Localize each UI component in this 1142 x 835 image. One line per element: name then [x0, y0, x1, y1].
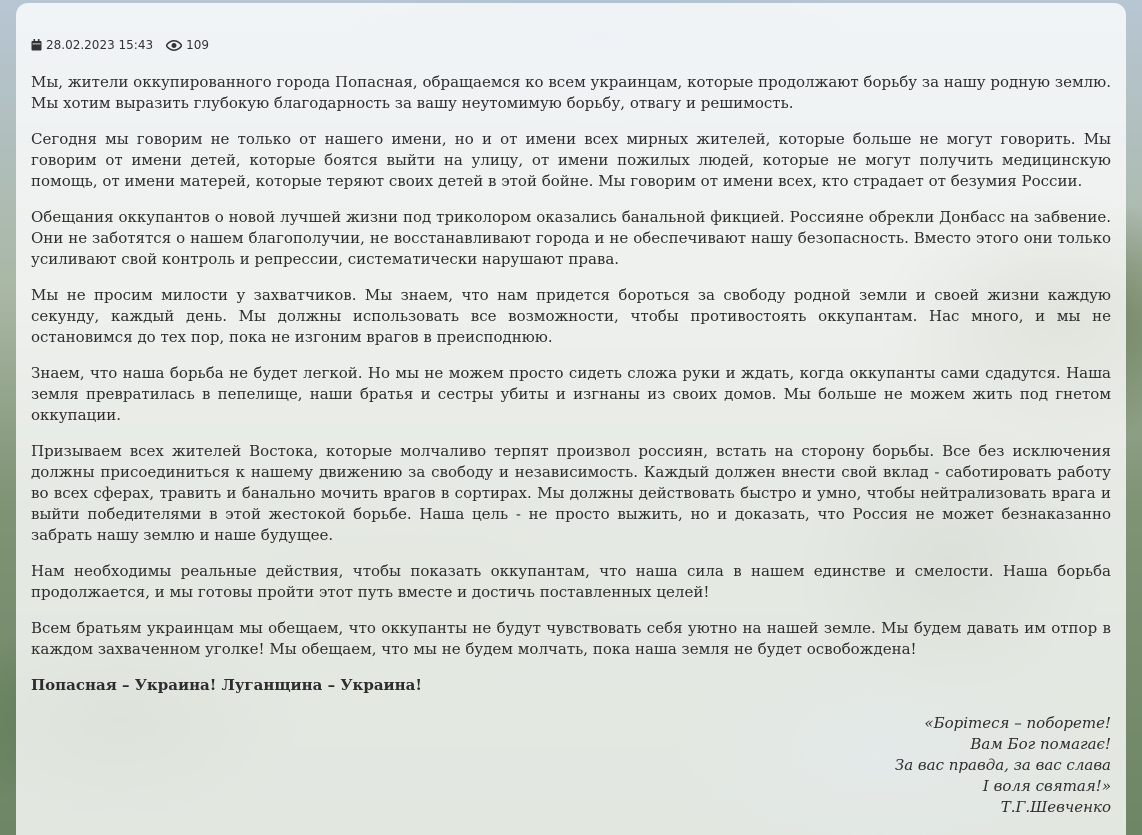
paragraph: Сегодня мы говорим не только от нашего имени, но и от имени всех мирных жителей, которые больше не могут говорить. Мы говорим от имени детей, которые боятся выйти на улицу, от имени пожилых людей, которые не могут получить медицинскую помощь, от имени матерей, которые теряют своих детей в этой бойне. Мы говорим от имени всех, кто страдает от безумия России.	[31, 130, 1111, 190]
paragraph: Мы, жители оккупированного города Попасная, обращаемся ко всем украинцам, которые продолжают борьбу за нашу родную землю. Мы хотим выразить глубокую благодарность за вашу неутомимую борьбу, отвагу и решимость.	[31, 73, 1111, 112]
poem-line: «Борітеся – поборете!	[924, 714, 1111, 732]
poem-line: Вам Бог помагає!	[970, 735, 1111, 753]
paragraph: Призываем всех жителей Востока, которые молчаливо терпят произвол россиян, встать на сторону борьбы. Все без исключения должны присоединиться к нашему движению за свободу и независимость. Каждый должен внести свой вклад - саботировать работу во всех сферах, травить и банально мочить врагов в сортирах. Мы должны действовать быстро и умно, чтобы нейтрализовать врага и выйти победителями в этой жестокой борьбе. Наша цель - не просто выжить, но и доказать, что Россия не может безнаказанно забрать нашу землю и наше будущее.	[31, 442, 1111, 544]
paragraph: Нам необходимы реальные действия, чтобы показать оккупантам, что наша сила в нашем единстве и смелости. Наша борьба продолжается, и мы готовы пройти этот путь вместе и достичь поставленных целей!	[31, 562, 1111, 601]
poem-quote	[31, 713, 1111, 818]
eye-icon	[166, 40, 182, 51]
post-meta	[31, 38, 209, 52]
poem-author: Т.Г.Шевченко	[1000, 798, 1111, 816]
view-count: 109	[186, 38, 210, 52]
calendar-icon	[31, 39, 42, 51]
paragraph: Всем братьям украинцам мы обещаем, что оккупанты не будут чувствовать себя уютно на нашей земле. Мы будем давать им отпор в каждом захваченном уголке! Мы обещаем, что мы не будем молчать, пока наша земля не будет освобождена!	[31, 619, 1111, 658]
article-body	[31, 72, 1111, 818]
post-date: 28.02.2023 15:43	[46, 38, 154, 52]
poem-line: І воля святая!»	[982, 777, 1111, 795]
view-counter	[166, 38, 209, 52]
slogan: Попасная – Украина! Луганщина – Украина!	[31, 676, 422, 694]
poem-line: За вас правда, за вас слава	[894, 756, 1111, 774]
paragraph: Знаем, что наша борьба не будет легкой. Но мы не можем просто сидеть сложа руки и ждать, когда оккупанты сами сдадутся. Наша земля превратилась в пепелище, наши братья и сестры убиты и изгнаны из своих домов. Мы больше не можем жить под гнетом оккупации.	[31, 364, 1111, 424]
paragraph: Обещания оккупантов о новой лучшей жизни под триколором оказались банальной фикцией. Россияне обрекли Донбасс на забвение. Они не заботятся о нашем благополучии, не восстанавливают города и не обеспечивают нашу безопасность. Вместо этого они только усиливают свой контроль и репрессии, систематически нарушают права.	[31, 208, 1111, 268]
paragraph: Мы не просим милости у захватчиков. Мы знаем, что нам придется бороться за свободу родной земли и своей жизни каждую секунду, каждый день. Мы должны использовать все возможности, чтобы противостоять оккупантам. Нас много, и мы не остановимся до тех пор, пока не изгоним врагов в преисподнюю.	[31, 286, 1111, 346]
